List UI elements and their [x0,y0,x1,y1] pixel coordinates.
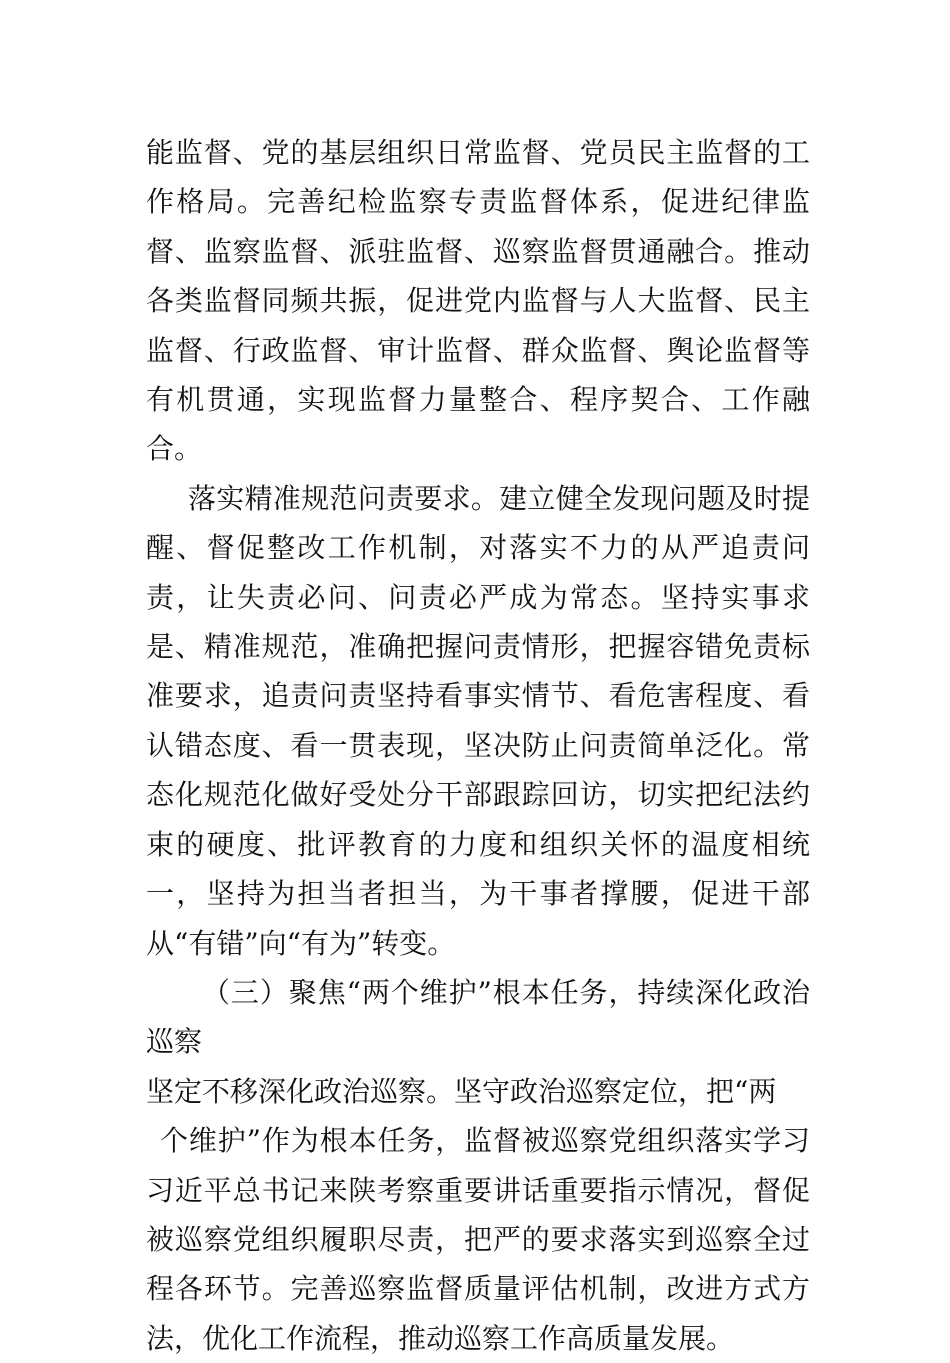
paragraph-political-inspection-start: 坚定不移深化政治巡察。坚守政治巡察定位，把“两 [146,1074,777,1108]
paragraph-political-inspection-continued: 个维护”作为根本任务，监督被巡察党组织落实学习习近平总书记来陕考察重要讲话重要指示情况，督促被巡察党组织履职尽责，把严的要求落实到巡察全过程各环节。完善巡察监督质量评估机制，改进方式方法，优化工作流程，推动巡察工作高质量发展。 [146,1124,810,1355]
paragraph-accountability: 落实精准规范问责要求。建立健全发现问题及时提醒、督促整改工作机制，对落实不力的从严追责问责，让失责必问、问责必严成为常态。坚持实事求是、精准规范，准确把握问责情形，把握容错免责标准要求，追责问责坚持看事实情节、看危害程度、看认错态度、看一贯表现，坚决防止问责简单泛化。常态化规范化做好受处分干部跟踪回访，切实把纪法约束的硬度、批评教育的力度和组织关怀的温度相统一，坚持为担当者担当，为干事者撑腰，促进干部从“有错”向“有为”转变。 [146,481,810,960]
document-body [146,128,810,1363]
section-heading-political-inspection: （三）聚焦“两个维护”根本任务，持续深化政治巡察 [146,975,810,1059]
paragraph-supervision-system: 能监督、党的基层组织日常监督、党员民主监督的工作格局。完善纪检监察专责监督体系，促进纪律监督、监察监督、派驻监督、巡察监督贯通融合。推动各类监督同频共振，促进党内监督与人大监督、民主监督、行政监督、审计监督、群众监督、舆论监督等有机贯通，实现监督力量整合、程序契合、工作融合。 [146,136,810,466]
